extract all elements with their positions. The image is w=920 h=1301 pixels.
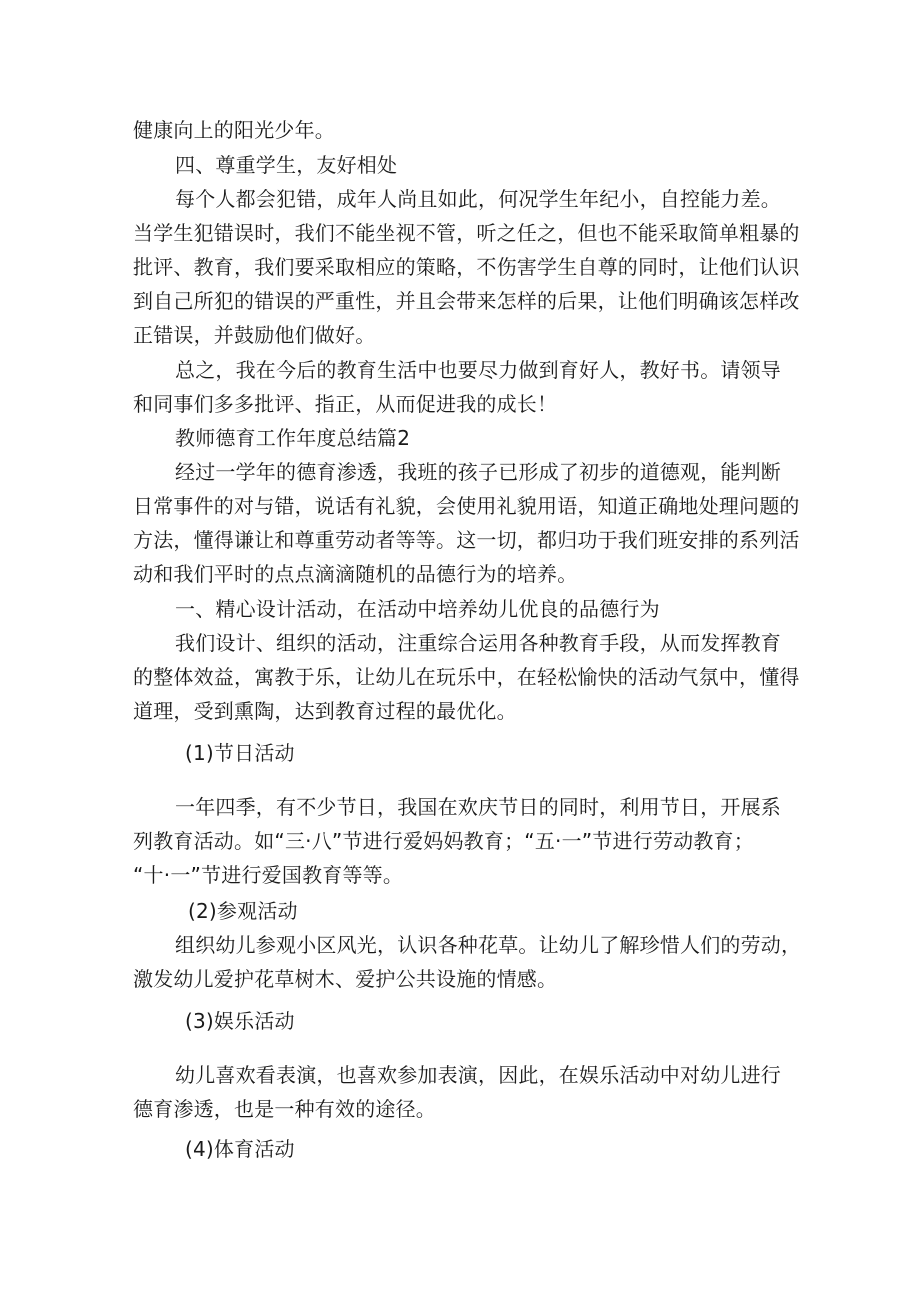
subsection-heading: (4)体育活动 <box>185 1137 295 1161</box>
text-line: 日常事件的对与错，说话有礼貌，会使用礼貌用语，知道正确地处理问题的 <box>133 494 800 518</box>
text-line: 的整体效益，寓教于乐，让幼儿在玩乐中，在轻松愉快的活动气氛中，懂得 <box>133 665 800 689</box>
text-line: 德育渗透，也是一种有效的途径。 <box>133 1097 436 1121</box>
text-line: 和同事们多多批评、指正，从而促进我的成长！ <box>133 392 558 416</box>
paragraph-start: 每个人都会犯错，成年人尚且如此，何况学生年纪小，自控能力差。 <box>175 187 781 211</box>
paragraph-start: 总之，我在今后的教育生活中也要尽力做到育好人，教好书。请领导 <box>175 358 781 382</box>
paragraph-start: 幼儿喜欢看表演，也喜欢参加表演，因此，在娱乐活动中对幼儿进行 <box>175 1063 781 1087</box>
subsection-heading: (3)娱乐活动 <box>185 1009 295 1033</box>
section-heading: 四、尊重学生，友好相处 <box>175 153 398 177</box>
text-line: 健康向上的阳光少年。 <box>133 118 335 142</box>
text-line: 方法，懂得谦让和尊重劳动者等等。这一切，都归功于我们班安排的系列活 <box>133 528 800 552</box>
paragraph-start: 一年四季，有不少节日，我国在欢庆节日的同时，利用节日，开展系 <box>175 795 781 819</box>
section-heading: 一、精心设计活动，在活动中培养幼儿优良的品德行为 <box>175 597 660 621</box>
text-line: “十·一”节进行爱国教育等等。 <box>133 863 404 887</box>
text-line: 道理，受到熏陶，达到教育过程的最优化。 <box>133 699 517 723</box>
text-line: 当学生犯错误时，我们不能坐视不管，听之任之，但也不能采取简单粗暴的 <box>133 221 800 245</box>
text-line: 到自己所犯的错误的严重性，并且会带来怎样的后果，让他们明确该怎样改 <box>133 289 800 313</box>
text-line: 正错误，并鼓励他们做好。 <box>133 323 376 347</box>
paragraph-start: 经过一学年的德育渗透，我班的孩子已形成了初步的道德观，能判断 <box>175 460 781 484</box>
paragraph-start: 我们设计、组织的活动，注重综合运用各种教育手段，从而发挥教育 <box>175 631 781 655</box>
subsection-heading: (1)节日活动 <box>185 741 295 765</box>
text-line: 列教育活动。如“三·八”节进行爱妈妈教育；“五·一”节进行劳动教育； <box>133 829 754 853</box>
paragraph-start: 组织幼儿参观小区风光，认识各种花草。让幼儿了解珍惜人们的劳动， <box>175 933 802 957</box>
text-line: 批评、教育，我们要采取相应的策略，不伤害学生自尊的同时，让他们认识 <box>133 255 800 279</box>
subsection-heading: (2)参观活动 <box>188 899 298 923</box>
text-line: 动和我们平时的点点滴滴随机的品德行为的培养。 <box>133 562 578 586</box>
text-line: 激发幼儿爱护花草树木、爱护公共设施的情感。 <box>133 967 558 991</box>
article-title: 教师德育工作年度总结篇2 <box>175 426 411 450</box>
